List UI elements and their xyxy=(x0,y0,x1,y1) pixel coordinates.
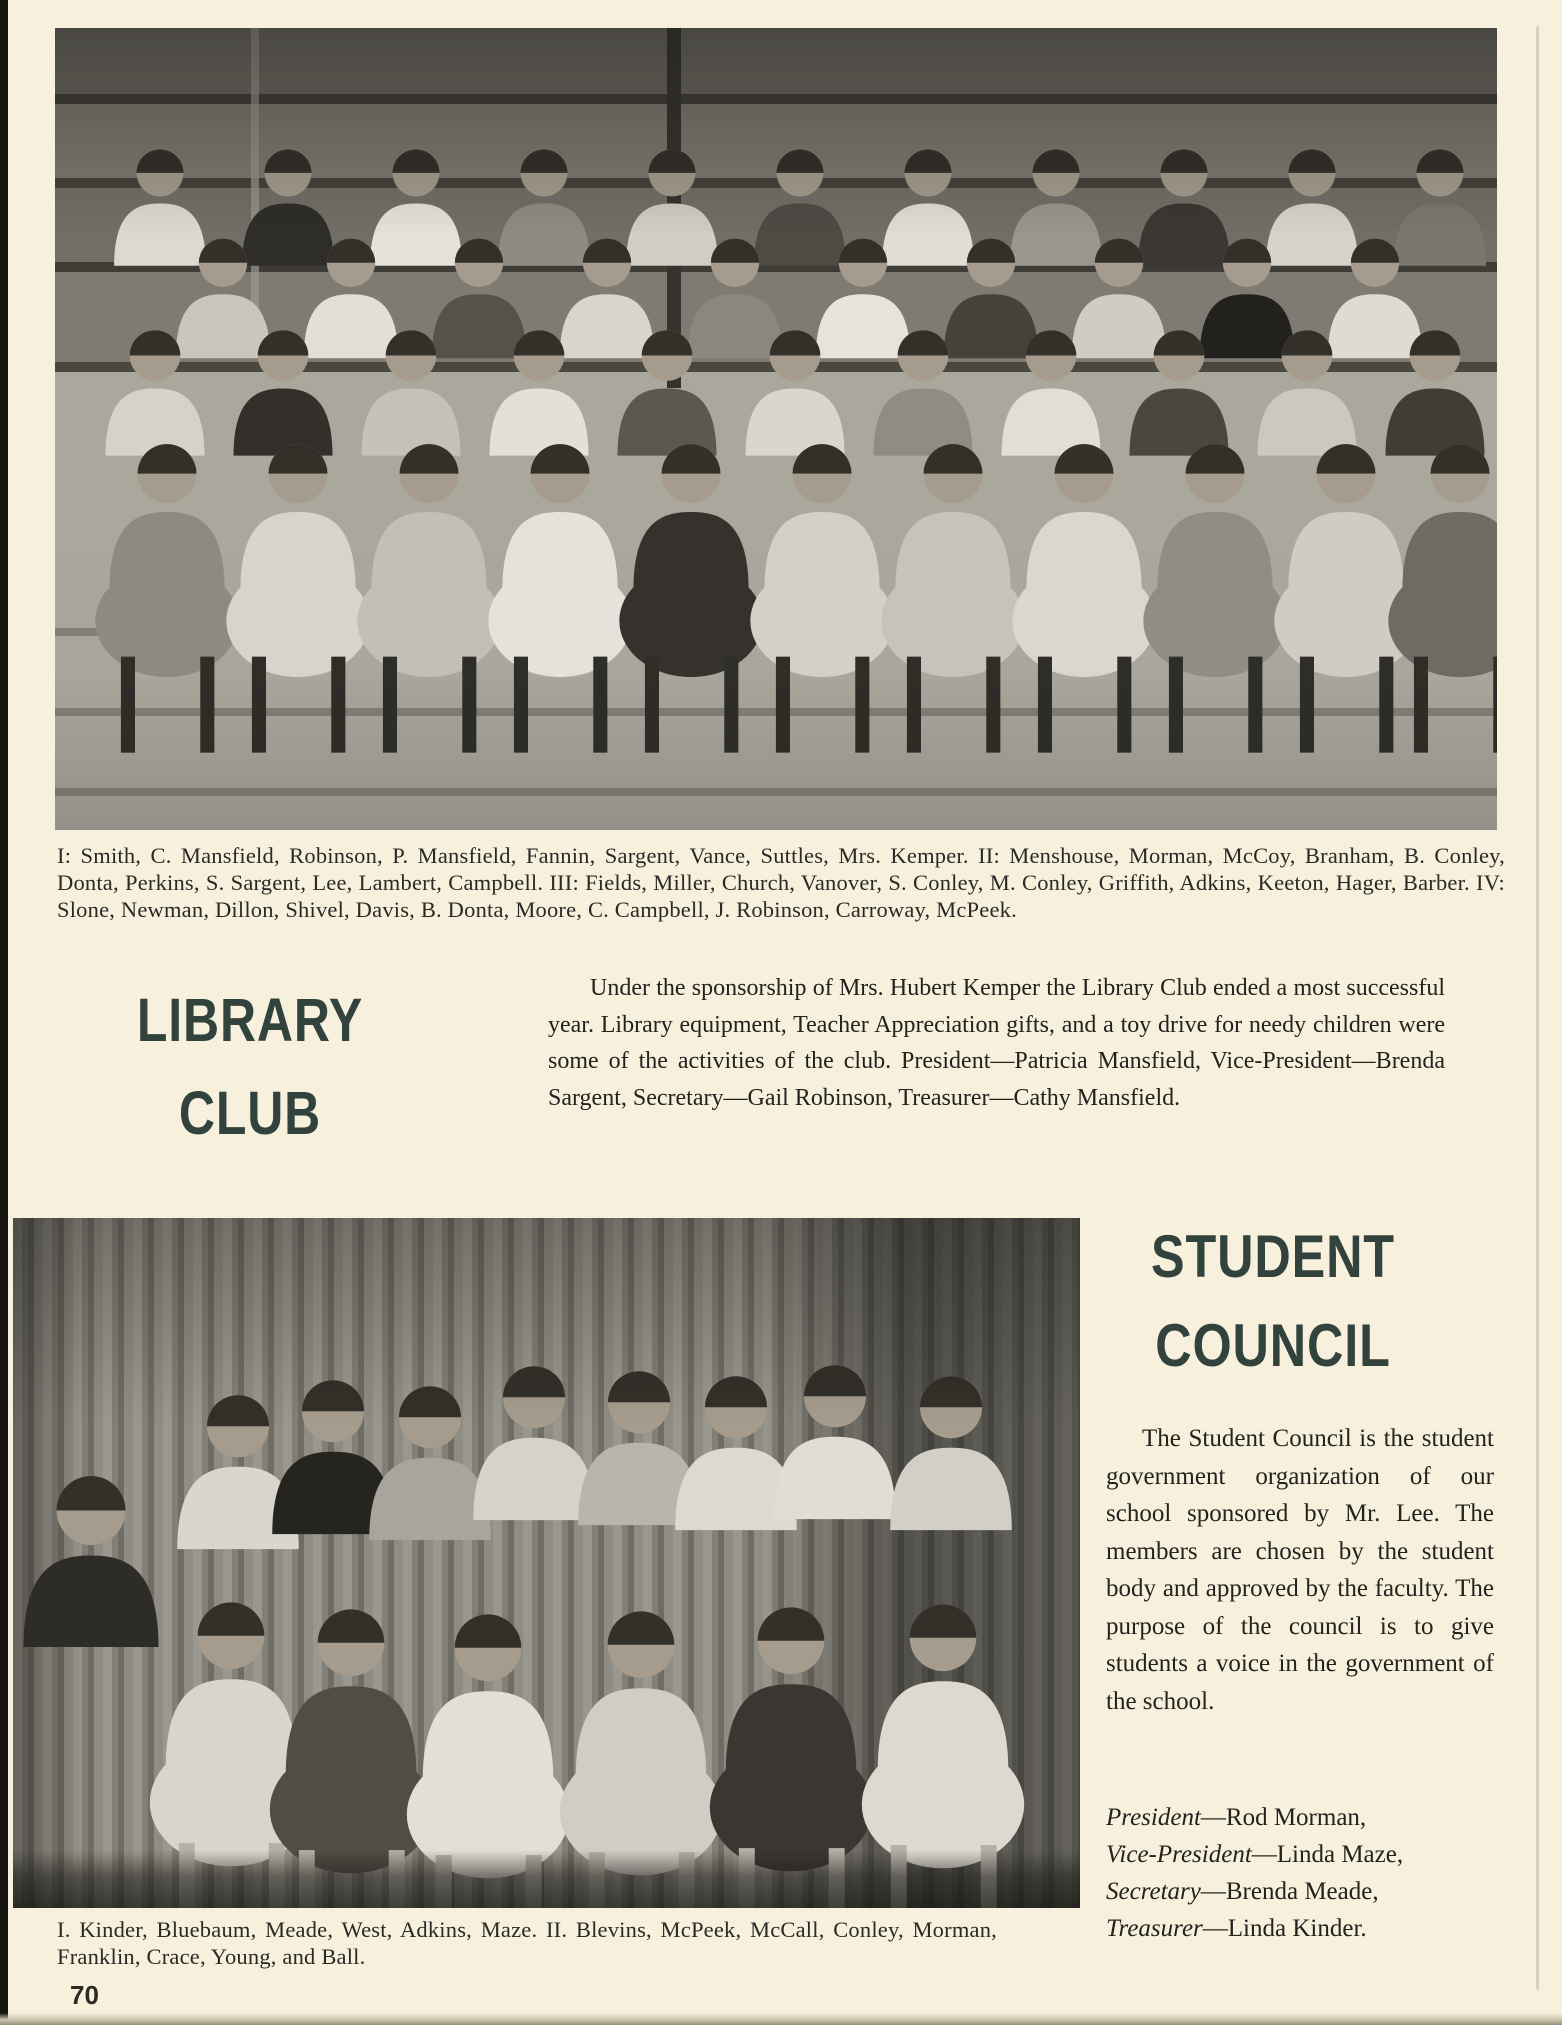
officer-name: —Brenda Meade, xyxy=(1200,1878,1379,1905)
officer-name: —Rod Morman, xyxy=(1200,1804,1367,1831)
student-council-description: The Student Council is the student government organization of our school sponsored by Mr. Lee. The members are chosen by the student body and approved by the faculty. The purpose of the council is to give students a voice in the government of the school. xyxy=(1106,1425,1494,1715)
student-council-heading-line1: STUDENT xyxy=(1151,1223,1395,1290)
page-edge-bottom xyxy=(0,2013,1562,2025)
officer-line xyxy=(1106,1910,1411,1947)
page-number: 70 xyxy=(70,1980,99,2010)
student-council-heading-line2: COUNCIL xyxy=(1155,1312,1391,1379)
student-council-officers xyxy=(1106,1799,1411,1947)
library-club-heading-line2: CLUB xyxy=(178,1079,322,1147)
page-binding-line xyxy=(1536,26,1539,1990)
library-club-heading xyxy=(90,974,410,1160)
officer-title: Vice-President xyxy=(1106,1841,1252,1868)
officer-title: Secretary xyxy=(1106,1878,1201,1905)
student-council-heading xyxy=(1130,1212,1416,1390)
page-edge-left xyxy=(0,0,8,2025)
student-council-photo xyxy=(13,1218,1080,1908)
officer-title: President xyxy=(1106,1804,1201,1831)
officer-line xyxy=(1106,1799,1411,1836)
library-club-photo xyxy=(55,28,1497,830)
officer-title: Treasurer xyxy=(1106,1915,1203,1942)
officer-name: —Linda Kinder. xyxy=(1202,1915,1367,1942)
library-club-photo-caption: I: Smith, C. Mansfield, Robinson, P. Mansfield, Fannin, Sargent, Vance, Suttles, Mrs. Kemper. II: Menshouse, Morman, McCoy, Branham, B. Conley, Donta, Perkins, S. Sargent, Lee, Lambert, Campbell. III: Fields, Miller, Church, Vanover, S. Conley, M. Conley, Griffith, Adkins, Keeton, Hager, Barber. IV: Slone, Newman, Dillon, Shivel, Davis, B. Donta, Moore, C. Campbell, J. Robinson, Carroway, McPeek. xyxy=(57,843,1505,922)
student-council-photo-caption: I. Kinder, Bluebaum, Meade, West, Adkins, Maze. II. Blevins, McPeek, McCall, Conley, Morman, Franklin, Crace, Young, and Ball. xyxy=(57,1917,997,1969)
officer-name: —Linda Maze, xyxy=(1251,1841,1404,1868)
student-council-photo-art xyxy=(13,1218,1080,1908)
officer-line xyxy=(1106,1873,1411,1910)
officer-line xyxy=(1106,1836,1411,1873)
library-club-description: Under the sponsorship of Mrs. Hubert Kemper the Library Club ended a most successful year. Library equipment, Teacher Appreciation gifts, and a toy drive for needy children were some of the activities of the club. President—Patricia Mansfield, Vice-President—Brenda Sargent, Secretary—Gail Robinson, Treasurer—Cathy Mansfield. xyxy=(548,975,1445,1111)
library-club-heading-line1: LIBRARY xyxy=(136,986,364,1054)
library-club-photo-art xyxy=(55,28,1497,830)
